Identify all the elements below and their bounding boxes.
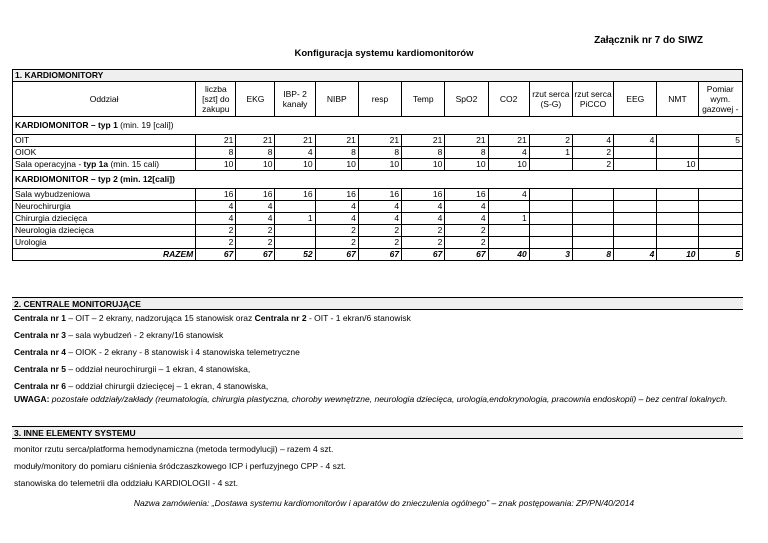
column-header: NMT [657, 82, 698, 117]
section2-line [14, 330, 223, 340]
cell-value: 21 [445, 135, 488, 147]
cell-value: 16 [275, 189, 315, 201]
uwaga-text: pozostałe oddziały/zakłady (reumatologia, chirurgia plastyczna, choroby wewnętrzne, neurologia dziecięca, urologia,endokrynologia, pracownia endoskopii) – bez central lokalnych. [49, 394, 728, 404]
cell-value: 16 [402, 189, 445, 201]
cell-value [572, 189, 613, 201]
cell-value: 21 [488, 135, 529, 147]
total-value: 67 [315, 249, 358, 261]
annex-label: Załącznik nr 7 do SIWZ [594, 35, 703, 46]
total-value: 5 [698, 249, 742, 261]
total-label: RAZEM [13, 249, 196, 261]
total-value: 52 [275, 249, 315, 261]
ward-name: Neurochirurgia [13, 201, 196, 213]
section1-title: 1. KARDIOMONITORY [13, 70, 743, 82]
cell-value: 2 [358, 225, 401, 237]
uwaga-note [14, 393, 742, 405]
cell-value: 4 [402, 201, 445, 213]
footer-note: Nazwa zamówienia: „Dostawa systemu kardiomonitorów i aparatów do znieczulenia ogólnego” – znak postępowania: ZP/PN/40/2014 [133, 498, 635, 508]
table-row [13, 135, 743, 147]
cell-value [275, 225, 315, 237]
total-value: 3 [529, 249, 572, 261]
cell-value: 1 [488, 213, 529, 225]
cell-value [529, 189, 572, 201]
cell-value [657, 225, 698, 237]
cell-value: 4 [236, 201, 275, 213]
section2-line [14, 313, 411, 323]
cell-value: 8 [445, 147, 488, 159]
ward-name: Urologia [13, 237, 196, 249]
cell-value [275, 201, 315, 213]
column-header: resp [358, 82, 401, 117]
cell-value [698, 159, 742, 171]
cell-value: 16 [236, 189, 275, 201]
cell-value: 4 [315, 201, 358, 213]
document-title: Konfiguracja systemu kardiomonitorów [294, 48, 474, 59]
cell-value [572, 213, 613, 225]
cell-value: 2 [445, 225, 488, 237]
central-name: Centrala nr 6 [14, 381, 66, 391]
central-name: Centrala nr 4 [14, 347, 66, 357]
cell-value [698, 237, 742, 249]
cell-value [572, 201, 613, 213]
cell-value [698, 213, 742, 225]
table-row [13, 159, 743, 171]
cell-value [614, 159, 657, 171]
central-name: Centrala nr 1 [14, 313, 66, 323]
cell-value: 10 [315, 159, 358, 171]
central-name: Centrala nr 3 [14, 330, 66, 340]
cell-value: 4 [614, 135, 657, 147]
central-desc: – OIOK - 2 ekrany - 8 stanowisk i 4 stanowiska telemetryczne [65, 347, 300, 357]
cell-value: 8 [402, 147, 445, 159]
cell-value [698, 147, 742, 159]
column-header: EEG [614, 82, 657, 117]
cell-value: 16 [445, 189, 488, 201]
cell-value: 5 [698, 135, 742, 147]
type2-label: KARDIOMONITOR – typ 2 (min. 12[cali]) [13, 171, 743, 189]
cell-value: 1 [275, 213, 315, 225]
table-row [13, 189, 743, 201]
type1-label-rest: (min. 19 [cali]) [117, 120, 174, 130]
cell-value: 4 [358, 201, 401, 213]
ward-name: OIT [13, 135, 196, 147]
cell-value: 2 [236, 225, 275, 237]
section2-line [14, 347, 300, 357]
cell-value: 10 [402, 159, 445, 171]
cell-value: 2 [236, 237, 275, 249]
table-row [13, 201, 743, 213]
cell-value [614, 237, 657, 249]
cell-value [529, 237, 572, 249]
total-value: 67 [358, 249, 401, 261]
cell-value [657, 201, 698, 213]
uwaga-label: UWAGA: [14, 394, 50, 404]
cell-value: 10 [657, 159, 698, 171]
central-desc: – oddział neurochirurgii – 1 ekran, 4 stanowiska, [65, 364, 251, 374]
cell-value [529, 201, 572, 213]
cell-value: 4 [196, 201, 236, 213]
central-desc: – oddział chirurgii dziecięcej – 1 ekran, 4 stanowiska, [65, 381, 269, 391]
total-value: 8 [572, 249, 613, 261]
table-row [13, 237, 743, 249]
cell-value [614, 213, 657, 225]
cell-value: 2 [358, 237, 401, 249]
cell-value: 21 [275, 135, 315, 147]
cell-value: 16 [196, 189, 236, 201]
cell-value: 1 [529, 147, 572, 159]
ward-name: OIOK [13, 147, 196, 159]
cell-value [614, 147, 657, 159]
cell-value: 2 [529, 135, 572, 147]
central-desc: – OIT – 2 ekrany, nadzorująca 15 stanowisk oraz [65, 313, 255, 323]
cell-value: 10 [275, 159, 315, 171]
central-desc: – sala wybudzeń - 2 ekrany/16 stanowisk [65, 330, 224, 340]
ward-name-prefix: Sala operacyjna - [15, 159, 84, 169]
cell-value: 4 [275, 147, 315, 159]
type1-label-row [13, 117, 743, 135]
ward-name: Sala wybudzeniowa [13, 189, 196, 201]
section2-title: 2. CENTRALE MONITORUJĄCE [12, 297, 743, 310]
cell-value [529, 159, 572, 171]
cell-value: 4 [445, 201, 488, 213]
cell-value: 2 [402, 225, 445, 237]
column-header: IBP- 2 kanały [275, 82, 315, 117]
cell-value [614, 201, 657, 213]
total-value: 40 [488, 249, 529, 261]
total-value: 67 [236, 249, 275, 261]
table-row [13, 213, 743, 225]
cell-value: 21 [402, 135, 445, 147]
section3-line: monitor rzutu serca/platforma hemodynamiczna (metoda termodylucji) – razem 4 szt. [14, 444, 334, 454]
cell-value [614, 189, 657, 201]
cell-value: 4 [445, 213, 488, 225]
section2-line [14, 364, 250, 374]
ward-name-bold: typ 1a [83, 159, 109, 169]
column-header: Oddział [13, 82, 196, 117]
cell-value: 4 [488, 147, 529, 159]
cell-value: 10 [196, 159, 236, 171]
cell-value: 16 [315, 189, 358, 201]
cell-value [657, 213, 698, 225]
central-desc: - OIT - 1 ekran/6 stanowisk [306, 313, 411, 323]
cell-value: 4 [402, 213, 445, 225]
cell-value: 16 [358, 189, 401, 201]
ward-name [13, 159, 196, 171]
ward-name: Chirurgia dziecięca [13, 213, 196, 225]
cell-value [657, 237, 698, 249]
cell-value: 2 [196, 225, 236, 237]
cell-value [488, 201, 529, 213]
cell-value: 4 [315, 213, 358, 225]
section3-line: stanowiska do telemetrii dla oddziału KARDIOLOGII - 4 szt. [14, 478, 238, 488]
cell-value: 8 [236, 147, 275, 159]
cell-value: 2 [572, 147, 613, 159]
central-name: Centrala nr 5 [14, 364, 66, 374]
cell-value: 21 [196, 135, 236, 147]
cell-value: 8 [196, 147, 236, 159]
cell-value: 21 [236, 135, 275, 147]
cell-value: 4 [236, 213, 275, 225]
total-row [13, 249, 743, 261]
cell-value: 2 [315, 237, 358, 249]
cell-value: 4 [358, 213, 401, 225]
cell-value [698, 225, 742, 237]
column-header: liczba [szt] do zakupu [196, 82, 236, 117]
cell-value: 8 [358, 147, 401, 159]
header-row [13, 82, 743, 117]
cell-value [657, 189, 698, 201]
cell-value: 4 [572, 135, 613, 147]
cell-value: 2 [445, 237, 488, 249]
ward-name-suffix: (min. 15 cali) [108, 159, 160, 169]
monitor-config-table [12, 69, 743, 261]
column-header: rzut serca (S-G) [529, 82, 572, 117]
cell-value: 2 [196, 237, 236, 249]
section3-line: moduły/monitory do pomiaru ciśnienia śródczaszkowego ICP i perfuzyjnego CPP - 4 szt. [14, 461, 346, 471]
column-header: Temp [402, 82, 445, 117]
cell-value: 10 [358, 159, 401, 171]
central-name: Centrala nr 2 [254, 313, 307, 323]
column-header: SpO2 [445, 82, 488, 117]
section2-line [14, 381, 268, 391]
column-header: NIBP [315, 82, 358, 117]
type1-label [13, 117, 743, 135]
cell-value: 21 [315, 135, 358, 147]
section3-title: 3. INNE ELEMENTY SYSTEMU [12, 426, 743, 439]
column-header: EKG [236, 82, 275, 117]
cell-value [698, 189, 742, 201]
cell-value: 10 [236, 159, 275, 171]
column-header: Pomiar wym. gazowej - [698, 82, 742, 117]
ward-name: Neurologia dziecięca [13, 225, 196, 237]
cell-value [529, 225, 572, 237]
cell-value [657, 135, 698, 147]
cell-value [488, 225, 529, 237]
type1-label-bold: KARDIOMONITOR – typ 1 [15, 120, 118, 130]
cell-value [572, 237, 613, 249]
total-value: 67 [196, 249, 236, 261]
cell-value: 4 [196, 213, 236, 225]
cell-value [275, 237, 315, 249]
cell-value: 8 [315, 147, 358, 159]
type2-label-row [13, 171, 743, 189]
cell-value [657, 147, 698, 159]
section-title-row [13, 70, 743, 82]
cell-value [529, 213, 572, 225]
table-row [13, 225, 743, 237]
cell-value [488, 237, 529, 249]
cell-value: 10 [488, 159, 529, 171]
total-value: 67 [445, 249, 488, 261]
table-row [13, 147, 743, 159]
cell-value [614, 225, 657, 237]
cell-value [698, 201, 742, 213]
cell-value: 21 [358, 135, 401, 147]
total-value: 4 [614, 249, 657, 261]
cell-value: 4 [488, 189, 529, 201]
cell-value [572, 225, 613, 237]
cell-value: 10 [445, 159, 488, 171]
cell-value: 2 [572, 159, 613, 171]
total-value: 10 [657, 249, 698, 261]
cell-value: 2 [315, 225, 358, 237]
cell-value: 2 [402, 237, 445, 249]
total-value: 67 [402, 249, 445, 261]
column-header: CO2 [488, 82, 529, 117]
column-header: rzut serca PiCCO [572, 82, 613, 117]
